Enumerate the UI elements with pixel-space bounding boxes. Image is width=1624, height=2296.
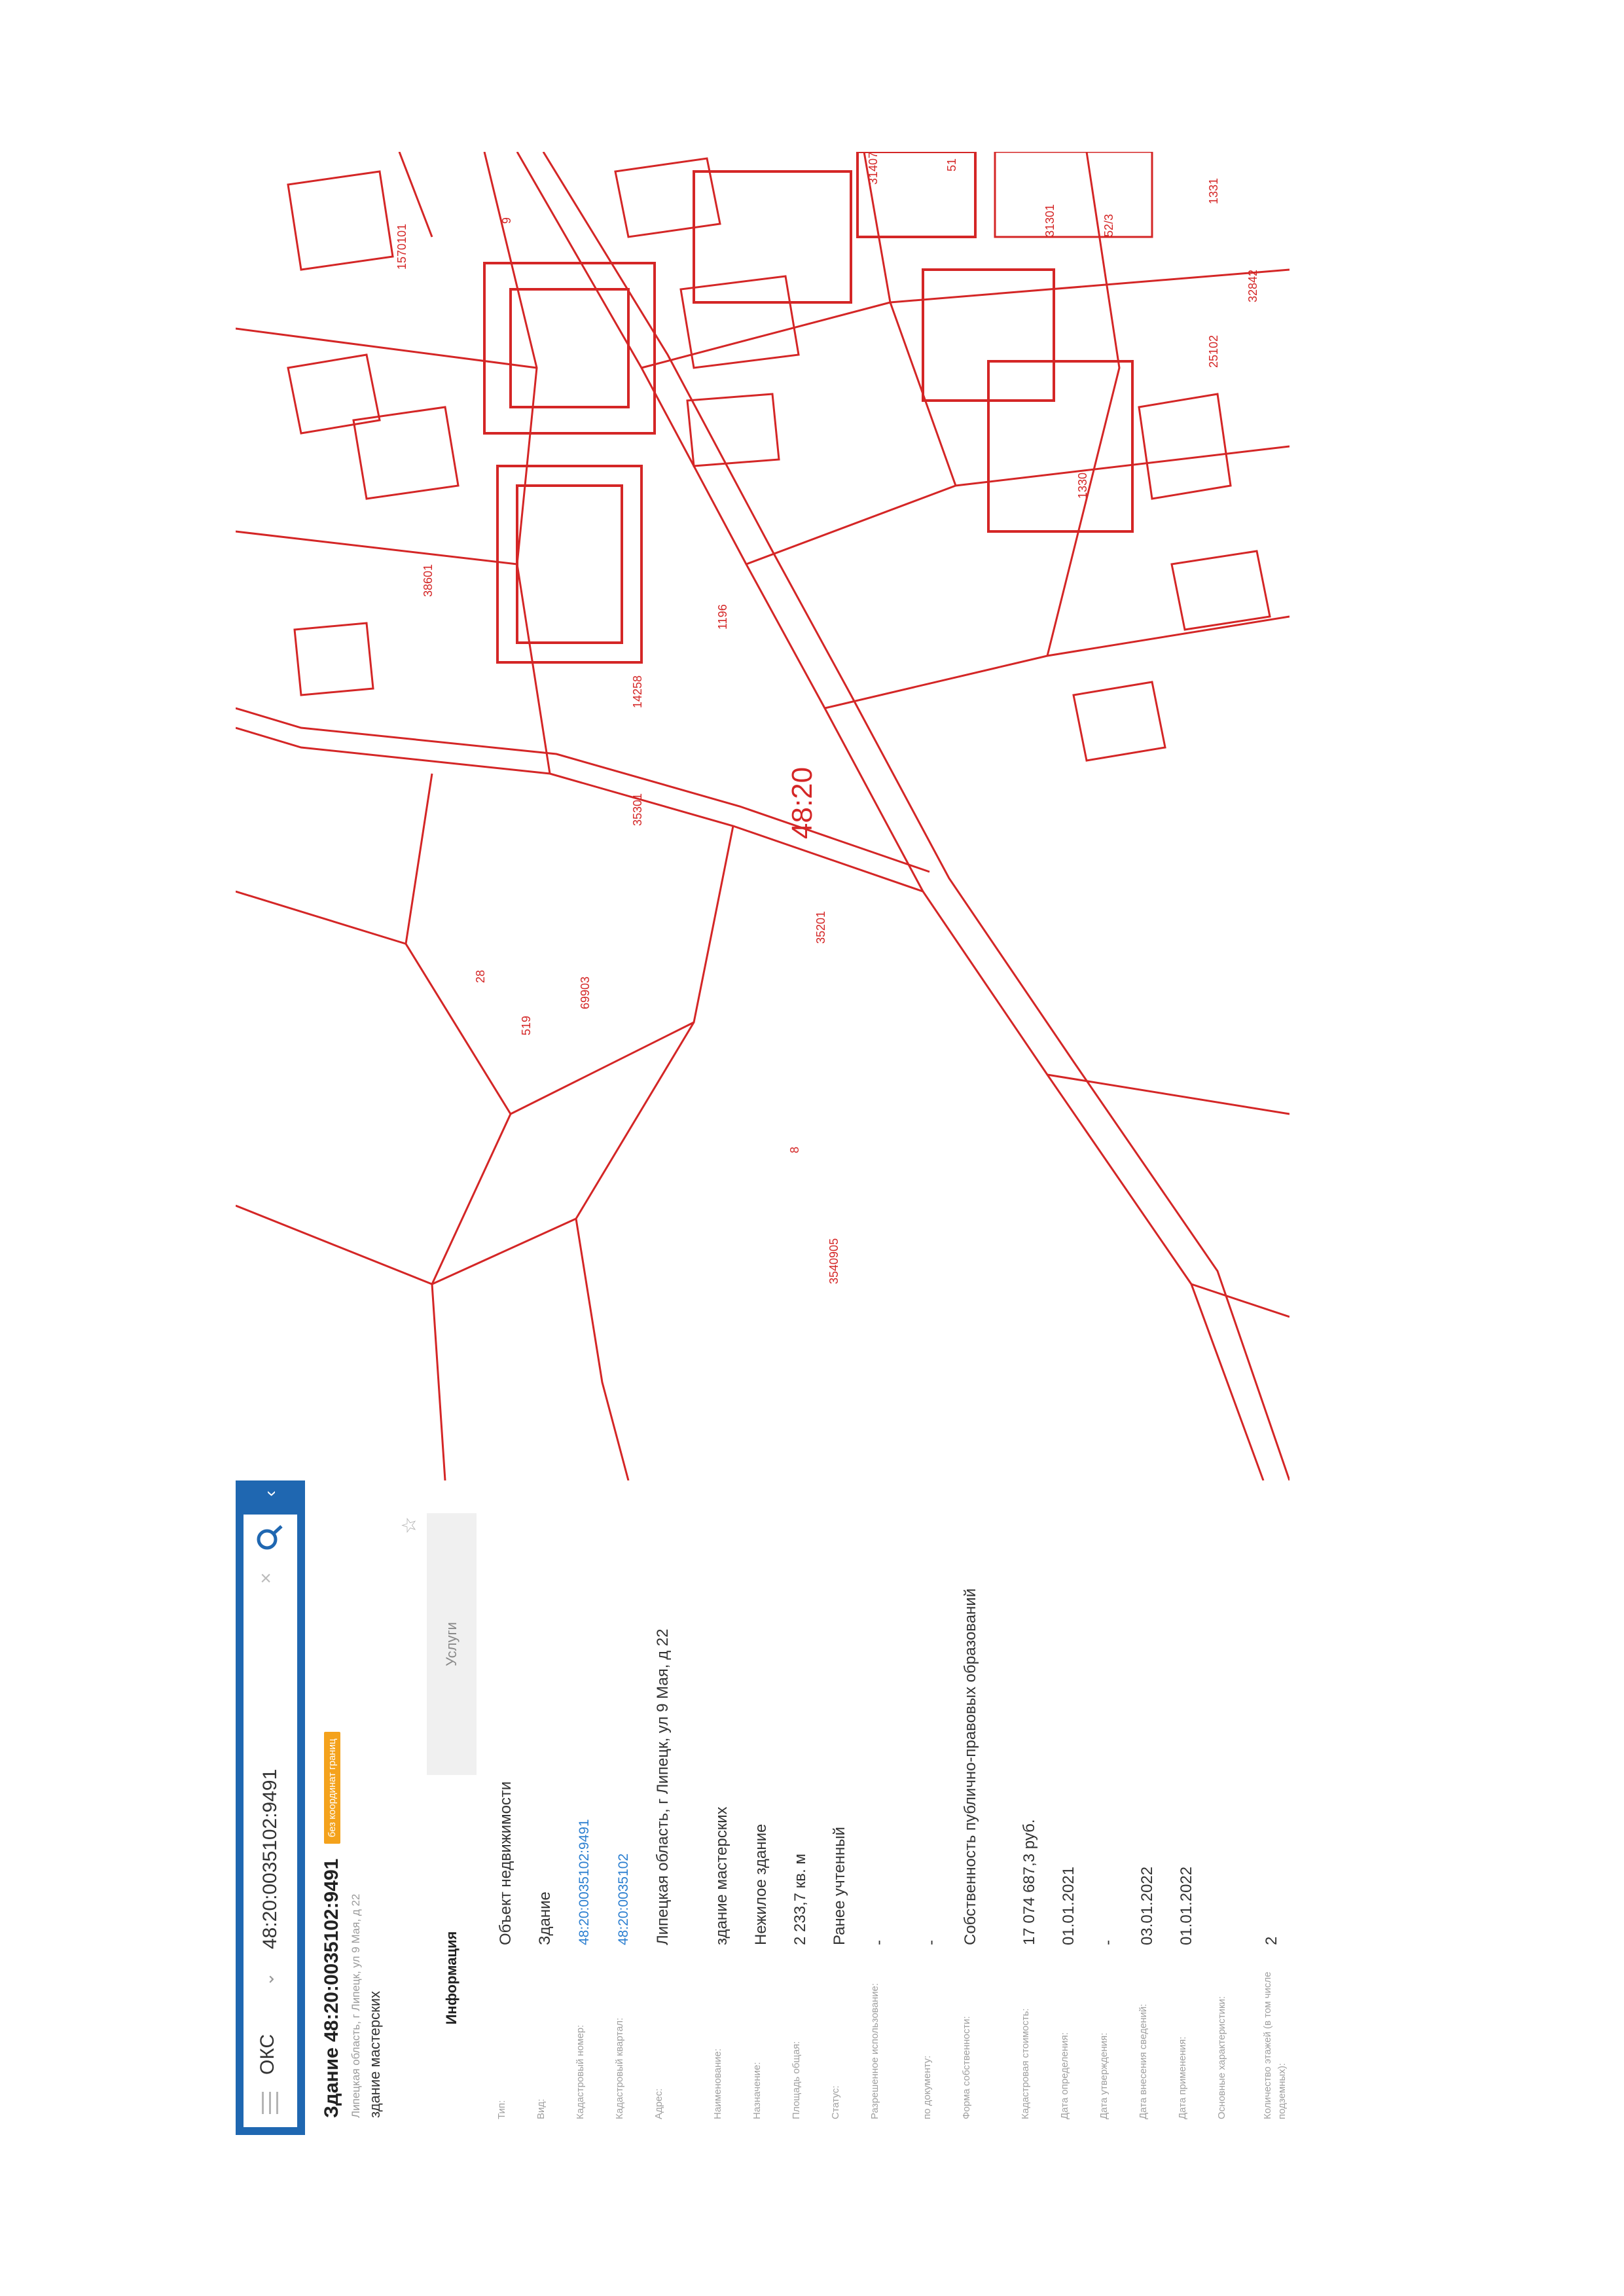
parcel-label: 519 — [520, 1015, 533, 1035]
parcel-label: 28 — [474, 969, 487, 983]
tab-bar — [427, 1480, 477, 2135]
row-value: Объект недвижимости — [497, 1781, 514, 1945]
row-value: 2 — [1263, 1936, 1280, 1945]
row-label: Дата внесения сведений: — [1138, 2003, 1149, 2119]
search-bar — [236, 1507, 305, 2135]
parcel-label: 14258 — [631, 675, 644, 708]
row-label: Назначение: — [751, 2062, 763, 2119]
object-title: Здание 48:20:0035102:9491 — [321, 1858, 342, 2118]
parcel-label: 51 — [945, 158, 958, 171]
menu-icon[interactable] — [262, 2092, 279, 2114]
parcel-boundaries — [236, 152, 1290, 1480]
parcel-label: 52/3 — [1102, 213, 1115, 237]
parcel-label: 69903 — [579, 976, 592, 1009]
row-label: Тип: — [496, 2100, 507, 2119]
object-header — [321, 1503, 384, 2118]
star-icon[interactable]: ☆ — [399, 1516, 420, 1534]
search-box — [244, 1515, 297, 2127]
row-value: здание мастерских — [713, 1806, 731, 1945]
row-value: Собственность публично-правовых образований — [962, 1588, 979, 1945]
status-badge: без координат границ — [324, 1732, 340, 1844]
object-name: здание мастерских — [367, 1990, 383, 2118]
cadastral-number-link[interactable]: 48:20:0035102:9491 — [577, 1819, 592, 1945]
row-label: Площадь общая: — [791, 2041, 802, 2119]
clear-icon[interactable]: × — [255, 1572, 277, 1584]
row-label: Дата определения: — [1059, 2032, 1070, 2119]
parcel-label: 31407 — [867, 152, 880, 185]
row-label: Основные характеристики: — [1216, 1996, 1227, 2119]
parcel-label: 1331 — [1207, 177, 1220, 204]
parcel-label: 3540905 — [827, 1238, 840, 1284]
row-label: Разрешенное использование: — [869, 1983, 880, 2119]
parcel-label: 1330 — [1076, 472, 1089, 499]
parcel-label: 32842 — [1246, 269, 1259, 302]
row-label: Кадастровый номер: — [575, 2024, 586, 2119]
parcel-label: 9 — [500, 217, 513, 224]
row-value: Нежилое здание — [752, 1823, 770, 1945]
row-value: - — [1099, 1940, 1117, 1945]
row-label: Дата применения: — [1177, 2036, 1188, 2119]
map-canvas[interactable] — [236, 152, 1290, 1480]
cadastral-quarter-link[interactable]: 48:20:0035102 — [616, 1853, 631, 1945]
parcel-label: 1570101 — [395, 223, 408, 270]
row-value: 17 074 687,3 руб. — [1020, 1819, 1038, 1945]
row-label: Адрес: — [653, 2088, 664, 2119]
row-value: 2 233,7 кв. м — [791, 1854, 809, 1945]
rotated-screenshot — [236, 152, 1290, 2135]
row-label: по документу: — [922, 2055, 933, 2119]
row-label: Кадастровый квартал: — [614, 2017, 625, 2119]
row-label: Форма собственности: — [961, 2016, 972, 2119]
row-value: Липецкая область, г Липецк, ул 9 Мая, д 22 — [654, 1628, 672, 1945]
parcel-label: 31301 — [1043, 204, 1056, 237]
row-label: Количество этажей (в том числе подземных): — [1262, 1971, 1288, 2119]
row-value: Здание — [536, 1892, 554, 1945]
object-type-select[interactable]: ОКС — [257, 2034, 278, 2075]
tab-info[interactable]: Информация — [443, 1931, 460, 2025]
parcel-label: 35201 — [814, 910, 827, 944]
chevron-down-icon[interactable]: ⌄ — [258, 1972, 278, 1986]
parcel-label: 8 — [788, 1146, 801, 1153]
search-input[interactable] — [254, 1607, 287, 1950]
row-value: 03.01.2022 — [1138, 1866, 1156, 1945]
parcel-label: 1196 — [716, 604, 729, 630]
parcel-label: 38601 — [422, 564, 435, 597]
info-panel — [236, 1480, 1290, 2135]
row-value: 01.01.2022 — [1178, 1866, 1195, 1945]
row-value: 01.01.2021 — [1060, 1866, 1077, 1945]
parcel-label: 35301 — [631, 793, 644, 826]
dense-blocks — [484, 152, 1132, 662]
row-value: - — [922, 1940, 940, 1945]
tab-services[interactable]: Услуги — [427, 1513, 477, 1775]
row-label: Вид: — [535, 2098, 547, 2119]
district-label: 48:20 — [786, 766, 818, 839]
collapse-panel-button[interactable]: ‹ — [236, 1480, 305, 1507]
parcel-label: 25102 — [1207, 334, 1220, 368]
row-label: Кадастровая стоимость: — [1020, 2008, 1031, 2119]
object-address: Липецкая область, г Липецк, ул 9 Мая, д 22 — [350, 1893, 362, 2118]
row-value: Ранее учтенный — [831, 1827, 848, 1945]
row-label: Дата утверждения: — [1098, 2032, 1110, 2119]
row-label: Наименование: — [712, 2048, 723, 2119]
row-value: - — [870, 1940, 888, 1945]
row-label: Статус: — [830, 2085, 841, 2119]
search-icon[interactable] — [253, 1521, 287, 1552]
cadastral-map[interactable] — [236, 152, 1290, 1480]
